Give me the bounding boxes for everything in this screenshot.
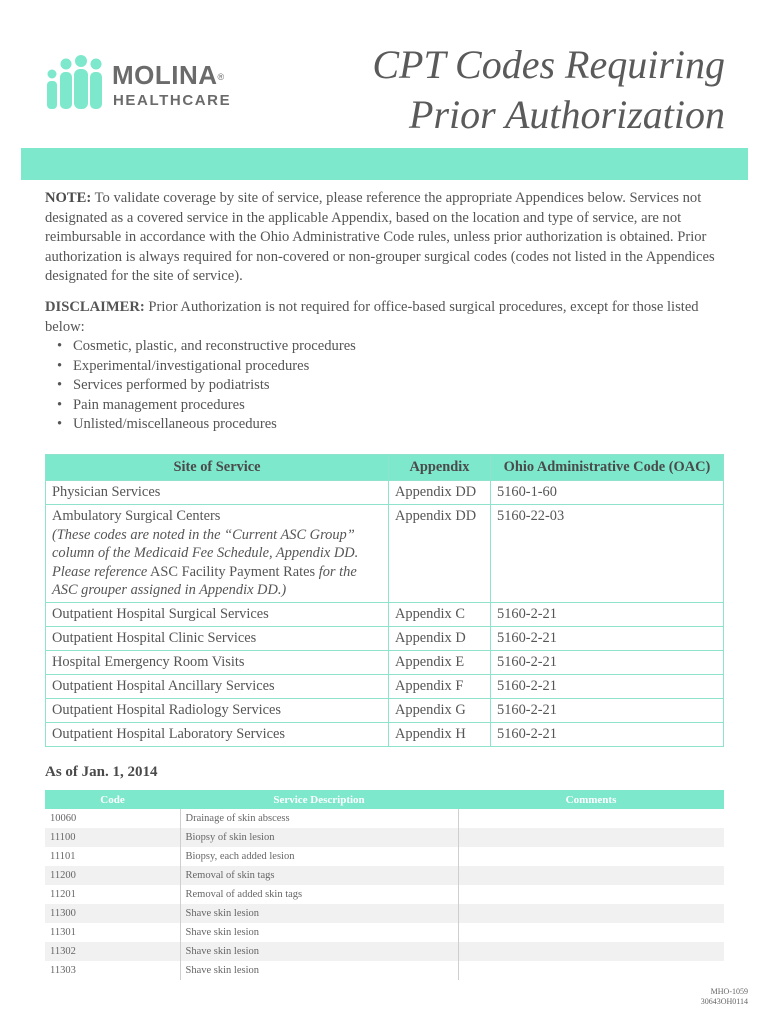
table-row — [45, 809, 724, 828]
site-cell: Outpatient Hospital Surgical Services — [46, 602, 389, 626]
title-line-1: CPT Codes Requiring — [372, 42, 725, 87]
appendix-cell: Appendix D — [389, 626, 491, 650]
site-cell: Physician Services — [46, 481, 389, 505]
table-row — [45, 866, 724, 885]
list-item: • Unlisted/miscellaneous procedures — [45, 415, 725, 435]
document-code: 30643OH0114 — [700, 997, 748, 1006]
disclaimer-section — [45, 298, 725, 435]
table-row — [45, 942, 724, 961]
form-number: MHO-1059 — [710, 987, 748, 996]
site-cell: Outpatient Hospital Ancillary Services — [46, 674, 389, 698]
code-cell: 11301 — [50, 927, 76, 938]
molina-logo — [46, 54, 246, 118]
disclaimer-paragraph — [45, 298, 725, 337]
description-cell: Shave skin lesion — [180, 961, 458, 980]
disclaimer-text: Prior Authorization is not required for office-based surgical procedures, except for those listed below: — [45, 299, 699, 335]
description-cell: Biopsy, each added lesion — [180, 847, 458, 866]
table-row — [46, 674, 724, 698]
site-cell: Outpatient Hospital Clinic Services — [46, 626, 389, 650]
site-cell — [46, 505, 389, 603]
code-cell: 11200 — [45, 866, 180, 885]
column-header: Code — [45, 790, 180, 809]
code-cell: 11201 — [50, 889, 76, 900]
description-cell: Drainage of skin abscess — [180, 809, 458, 828]
oac-cell: 5160-22-03 — [491, 505, 724, 603]
table-row — [45, 961, 724, 980]
accent-band — [21, 148, 748, 180]
column-header: Comments — [458, 790, 724, 809]
document-footer — [701, 987, 748, 1007]
table-row — [45, 828, 724, 847]
column-header: Service Description — [180, 790, 458, 809]
code-cell: 11302 — [45, 942, 180, 961]
code-cell: 11101 — [50, 851, 76, 862]
comments-cell — [458, 923, 724, 942]
site-cell: Outpatient Hospital Radiology Services — [46, 698, 389, 722]
note-label: NOTE: — [45, 190, 92, 206]
page-title — [372, 40, 725, 140]
appendix-cell: Appendix DD — [389, 505, 491, 603]
cpt-codes-table — [45, 790, 724, 980]
description-cell: Removal of added skin tags — [180, 885, 458, 904]
oac-cell: 5160-2-21 — [491, 698, 724, 722]
oac-cell: 5160-2-21 — [491, 674, 724, 698]
table-row — [46, 626, 724, 650]
people-logo-icon — [46, 54, 110, 114]
site-note: (These codes are noted in the “Current ASC Group” column of the Medicaid Fee Schedule, Appendix DD. Please reference ASC Facility Payment Rates for the ASC grouper assigned in Appendix DD.) — [52, 526, 359, 598]
column-header: Ohio Administrative Code (OAC) — [491, 455, 724, 481]
logo-brand: MOLINA® — [112, 60, 225, 90]
table-row — [46, 698, 724, 722]
logo-subtitle: HEALTHCARE — [113, 92, 232, 109]
code-cell: 11303 — [50, 965, 76, 976]
comments-cell — [458, 809, 724, 828]
table-row — [46, 602, 724, 626]
site-name: Ambulatory Surgical Centers — [52, 508, 221, 524]
oac-cell: 5160-2-21 — [491, 602, 724, 626]
appendix-cell: Appendix C — [389, 602, 491, 626]
title-line-2: Prior Authorization — [409, 92, 725, 137]
site-cell: Hospital Emergency Room Visits — [46, 650, 389, 674]
oac-cell: 5160-1-60 — [491, 481, 724, 505]
code-cell: 10060 — [50, 813, 77, 824]
disclaimer-label: DISCLAIMER: — [45, 299, 145, 315]
site-of-service-table — [45, 454, 724, 747]
table-row — [46, 505, 724, 603]
oac-cell: 5160-2-21 — [491, 722, 724, 746]
comments-cell — [458, 942, 724, 961]
column-header: Site of Service — [46, 455, 389, 481]
table-row — [45, 885, 724, 904]
table-row — [45, 847, 724, 866]
oac-cell: 5160-2-21 — [491, 626, 724, 650]
disclaimer-list — [45, 337, 725, 435]
comments-cell — [458, 828, 724, 847]
description-cell: Removal of skin tags — [180, 866, 458, 885]
note-text: To validate coverage by site of service, please reference the appropriate Appendices below. Services not designated as a covered service in the applicable Appendix, based on the location and type of service, are not reimbursable in accordance with the Ohio Administrative Code rules, unless prior authorization is obtained. Prior authorization is always required for non-covered or non-grouper surgical codes (codes not listed in the Appendices designated for the site of service). — [45, 190, 715, 284]
comments-cell — [458, 866, 724, 885]
appendix-cell: Appendix G — [389, 698, 491, 722]
list-item: • Pain management procedures — [45, 396, 725, 416]
column-header: Appendix — [389, 455, 491, 481]
oac-cell: 5160-2-21 — [491, 650, 724, 674]
list-item: • Experimental/investigational procedures — [45, 357, 725, 377]
comments-cell — [458, 904, 724, 923]
code-cell: 11300 — [45, 904, 180, 923]
description-cell: Shave skin lesion — [180, 942, 458, 961]
appendix-cell: Appendix DD — [389, 481, 491, 505]
table-header-row — [45, 790, 724, 809]
appendix-cell: Appendix H — [389, 722, 491, 746]
table-row — [46, 650, 724, 674]
table-row — [46, 481, 724, 505]
code-cell: 11100 — [45, 828, 180, 847]
as-of-heading: As of Jan. 1, 2014 — [45, 764, 158, 780]
description-cell: Shave skin lesion — [180, 923, 458, 942]
appendix-cell: Appendix F — [389, 674, 491, 698]
description-cell: Biopsy of skin lesion — [180, 828, 458, 847]
table-header-row — [46, 455, 724, 481]
comments-cell — [458, 961, 724, 980]
table-row — [45, 904, 724, 923]
table-row — [45, 923, 724, 942]
list-item: • Services performed by podiatrists — [45, 376, 725, 396]
list-item: • Cosmetic, plastic, and reconstructive procedures — [45, 337, 725, 357]
site-cell: Outpatient Hospital Laboratory Services — [46, 722, 389, 746]
comments-cell — [458, 885, 724, 904]
description-cell: Shave skin lesion — [180, 904, 458, 923]
comments-cell — [458, 847, 724, 866]
appendix-cell: Appendix E — [389, 650, 491, 674]
note-paragraph — [45, 189, 725, 287]
table-row — [46, 722, 724, 746]
